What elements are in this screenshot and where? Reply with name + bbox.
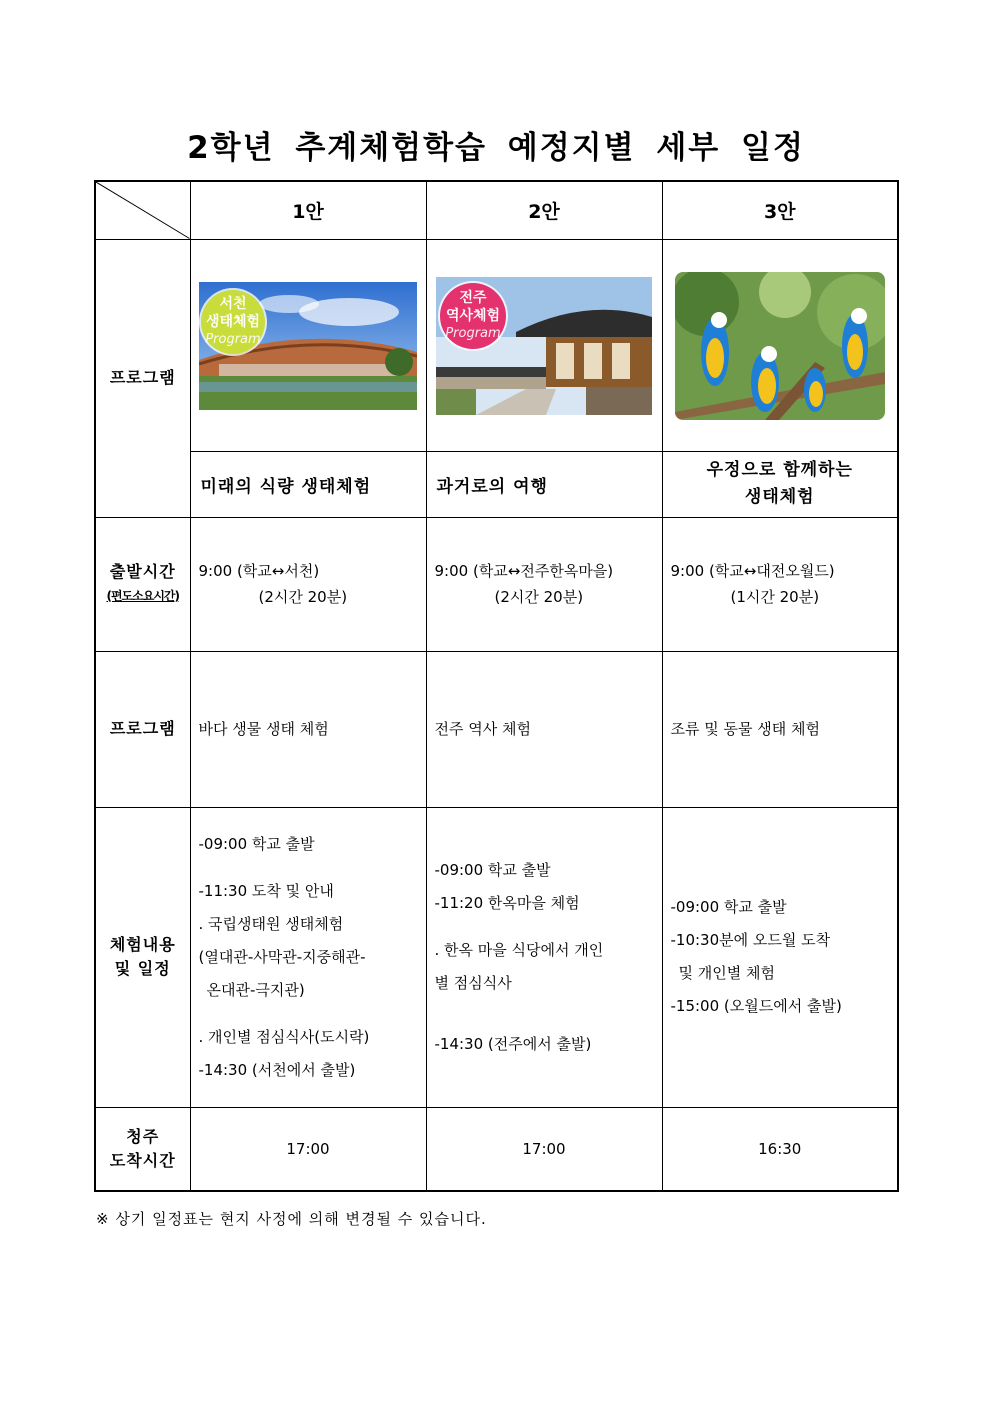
departure-time: 9:00 (학교↔전주한옥마을) [434,562,614,580]
program-label: 프로그램 [95,239,190,517]
column-header-3: 3안 [662,181,898,239]
plan2-image-cell [426,239,662,451]
plan2-program: 전주 역사 체험 [426,651,662,807]
schedule-item: -09:00 학교 출발 [434,860,551,879]
program2-label: 프로그램 [95,651,190,807]
page-title: 2학년 추계체험학습 예정지별 세부 일정 [187,130,805,166]
schedule-item: . 개인별 점심식사(도시락) [198,1027,370,1046]
schedule-label [95,807,190,1107]
arrival-label-line2: 도착시간 [109,1150,176,1170]
schedule-item: 온대관-극지관) [206,980,305,999]
schedule-item: -15:00 (오월드에서 출발) [670,997,842,1015]
footnote: ※ 상기 일정표는 현지 사정에 의해 변경될 수 있습니다. [96,1210,487,1228]
program-detail-row [95,651,898,807]
program-image-row [95,239,898,451]
plan1-departure [190,517,426,651]
plan3-program-name [662,451,898,517]
plan3-program-name-line1: 우정으로 함께하는 [706,460,853,480]
schedule-item: -14:30 (서천에서 출발) [198,1060,356,1079]
plan3-program: 조류 및 동물 생태 체험 [662,651,898,807]
diagonal-line [96,182,190,239]
column-header-2: 2안 [426,181,662,239]
schedule-row [95,807,898,1107]
plan1-program-name: 미래의 식량 생태체험 [190,451,426,517]
departure-label [95,517,190,651]
plan3-image-cell [662,239,898,451]
schedule-item: . 국립생태원 생태체험 [198,914,344,933]
schedule-item: -09:00 학교 출발 [198,834,315,853]
jeonju-badge [440,283,506,349]
parrots-photo [675,272,885,420]
plan3-arrival: 16:30 [662,1107,898,1191]
program-name-row [95,451,898,517]
schedule-item: 및 개인별 체험 [678,964,775,982]
plan2-departure [426,517,662,651]
corner-cell [95,181,190,239]
plan2-schedule [426,807,662,1107]
plan2-arrival: 17:00 [426,1107,662,1191]
badge-line2: 생태체험 [205,314,261,330]
departure-time: 9:00 (학교↔서천) [198,562,320,580]
badge-line2: 역사체험 [445,308,501,324]
schedule-item: 별 점심식사 [434,973,512,992]
schedule-item: . 한옥 마을 식당에서 개인 [434,940,604,959]
travel-duration: (1시간 20분) [730,588,820,606]
plan2-program-name: 과거로의 여행 [426,451,662,517]
badge-line1: 서천 [219,296,247,312]
badge-line1: 전주 [459,290,487,306]
arrival-label-line1: 청주 [126,1126,160,1146]
seocheon-badge [201,290,265,354]
schedule-item: (열대관-사막관-지중해관- [198,947,366,966]
jeonju-history-photo [436,277,652,415]
plan1-image-cell [190,239,426,451]
badge-line3: Program [445,326,501,341]
schedule-item: -09:00 학교 출발 [670,898,787,916]
schedule-item: -14:30 (전주에서 출발) [434,1034,592,1053]
schedule-table [94,180,899,1192]
arrival-row [95,1107,898,1191]
plan3-schedule [662,807,898,1107]
plan1-program: 바다 생물 생태 체험 [190,651,426,807]
plan3-program-name-line2: 생태체험 [744,487,815,507]
plan3-departure [662,517,898,651]
departure-label-main: 출발시간 [109,562,176,581]
seocheon-ecology-photo [199,282,417,410]
schedule-label-line2: 및 일정 [114,959,171,978]
departure-row [95,517,898,651]
column-header-1: 1안 [190,181,426,239]
arrival-label [95,1107,190,1191]
plan1-arrival: 17:00 [190,1107,426,1191]
travel-duration: (2시간 20분) [494,588,584,606]
schedule-item: -11:20 한옥마을 체험 [434,893,580,912]
departure-label-sub: (편도소요시간) [106,589,180,603]
travel-duration: (2시간 20분) [258,588,348,606]
schedule-item: -10:30분에 오드월 도착 [670,931,831,949]
schedule-item: -11:30 도착 및 안내 [198,881,334,900]
departure-time: 9:00 (학교↔대전오월드) [670,562,835,580]
schedule-label-line1: 체험내용 [109,935,176,954]
header-row [95,181,898,239]
badge-line3: Program [205,332,261,347]
plan1-schedule [190,807,426,1107]
